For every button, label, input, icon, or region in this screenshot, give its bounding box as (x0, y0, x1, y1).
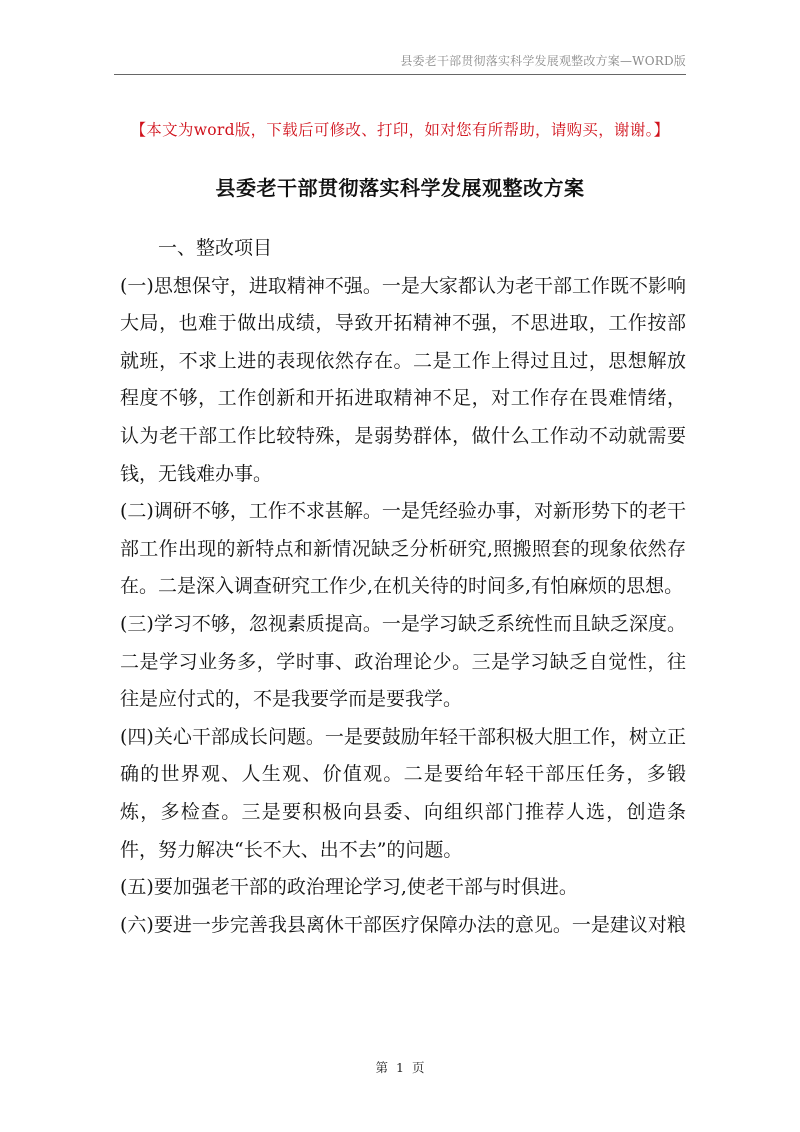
page-suffix: 页 (411, 1060, 425, 1075)
page-footer (0, 1058, 800, 1076)
paragraph-3: (三)学习不够，忽视素质提高。一是学习缺乏系统性而且缺乏深度。二是学习业务多，学时事、政治理论少。三是学习缺乏自觉性，往往是应付式的，不是我要学而是要我学。 (120, 612, 686, 711)
paragraph-2: (二)调研不够，工作不求甚解。一是凭经验办事，对新形势下的老干部工作出现的新特点和新情况缺乏分析研究,照搬照套的现象依然存在。二是深入调查研究工作少,在机关待的时间多,有怕麻烦的思想。 (120, 500, 686, 598)
paragraph-4: (四)关心干部成长问题。一是要鼓励年轻干部积极大胆工作，树立正确的世界观、人生观、价值观。二是要给年轻干部压任务，多锻炼，多检查。三是要积极向县委、向组织部门推荐人选，创造条件，努力解决“长不大、出不去”的问题。 (120, 725, 686, 861)
purchase-notice: 【本文为word版，下载后可修改、打印，如对您有所帮助，请购买，谢谢。】 (130, 121, 670, 139)
document-title: 县委老干部贯彻落实科学发展观整改方案 (215, 176, 585, 200)
running-header: 县委老干部贯彻落实科学发展观整改方案—WORD版 (400, 54, 686, 68)
paragraph-6: (六)要进一步完善我县离休干部医疗保障办法的意见。一是建议对粮 (120, 913, 686, 936)
paragraph-5: (五)要加强老干部的政治理论学习,使老干部与时俱进。 (120, 876, 578, 899)
page-prefix: 第 (375, 1060, 389, 1075)
paragraph-1: (一)思想保守，进取精神不强。一是大家都认为老干部工作既不影响大局，也难于做出成绩，导致开拓精神不强，不思进取，工作按部就班，不求上进的表现依然存在。二是工作上得过且过，思想解放程度不够，工作创新和开拓进取精神不足，对工作存在畏难情绪，认为老干部工作比较特殊，是弱势群体，做什么工作动不动就需要钱，无钱难办事。 (120, 274, 686, 485)
header-divider (114, 74, 686, 75)
page-number: 1 (396, 1060, 404, 1075)
section-heading: 一、整改项目 (158, 237, 273, 259)
document-body (120, 230, 686, 944)
